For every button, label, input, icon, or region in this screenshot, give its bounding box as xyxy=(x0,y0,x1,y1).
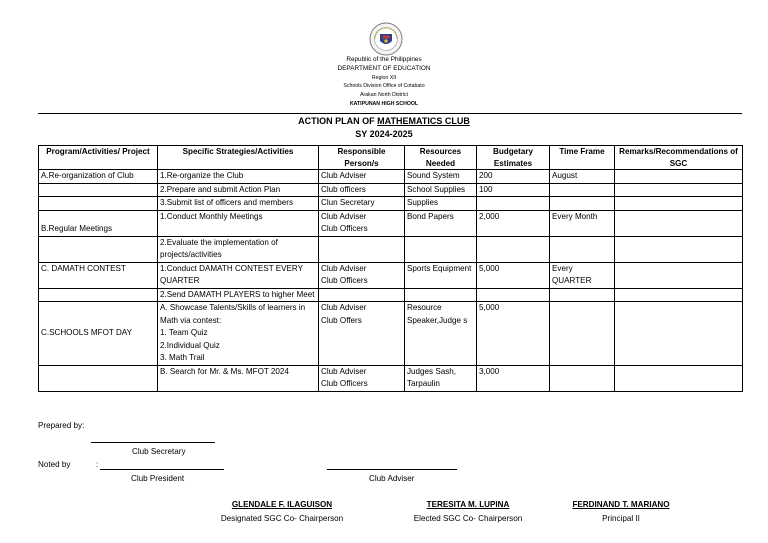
table-cell xyxy=(39,365,158,391)
column-header: Specific Strategies/Activities xyxy=(158,146,319,170)
table-cell: A.Re-organization of Club xyxy=(39,170,158,184)
table-cell: B. Search for Mr. & Ms. MFOT 2024 xyxy=(158,365,319,391)
document-title xyxy=(0,116,768,126)
table-cell xyxy=(615,288,743,302)
table-cell: Sound System xyxy=(405,170,477,184)
table-row xyxy=(39,236,743,262)
table-row xyxy=(39,288,743,302)
header-divider xyxy=(38,113,742,114)
table-row xyxy=(39,210,743,236)
table-cell: Resource Speaker,Judge s xyxy=(405,302,477,366)
table-cell: Club Adviser xyxy=(319,170,405,184)
header-division: Schools Division Office of Cotabato xyxy=(343,83,425,89)
table-cell: 100 xyxy=(477,183,550,197)
table-cell: School Supplies xyxy=(405,183,477,197)
table-cell: C.SCHOOLS MFOT DAY xyxy=(39,302,158,366)
table-cell: 5,000 xyxy=(477,302,550,366)
noted-by-colon: : xyxy=(96,460,99,469)
table-cell: 1.Conduct Monthly Meetings xyxy=(158,210,319,236)
signatory-position: Designated SGC Co- Chairperson xyxy=(220,514,344,523)
table-cell xyxy=(615,197,743,211)
table-cell xyxy=(39,236,158,262)
signatory-name: TERESITA M. LUPINA xyxy=(426,500,510,509)
table-cell xyxy=(319,236,405,262)
header-region: Region XII xyxy=(371,75,397,81)
noted-by-label: Noted by xyxy=(38,460,71,469)
president-signature-line xyxy=(100,469,224,470)
table-cell xyxy=(39,288,158,302)
table-header-row xyxy=(39,146,743,170)
table-cell xyxy=(615,236,743,262)
column-header: Resources Needed xyxy=(405,146,477,170)
table-cell: A. Showcase Talents/Skills of learners in Math via contest: 1. Team Quiz 2.Individual Quiz 3. Math Trail xyxy=(158,302,319,366)
column-header: Remarks/Recommendations of SGC xyxy=(615,146,743,170)
table-row xyxy=(39,170,743,184)
column-header: Program/Activities/ Project xyxy=(39,146,158,170)
table-cell xyxy=(477,236,550,262)
table-cell: Club Adviser Club Officers xyxy=(319,262,405,288)
header-department: DEPARTMENT OF EDUCATION xyxy=(337,65,431,72)
adviser-signature-line xyxy=(327,469,457,470)
title-club-name: MATHEMATICS CLUB xyxy=(377,116,470,126)
table-cell: Club Adviser Club Officers xyxy=(319,365,405,391)
table-cell xyxy=(550,302,615,366)
table-cell xyxy=(405,288,477,302)
table-cell xyxy=(477,288,550,302)
table-cell xyxy=(615,170,743,184)
signatory-name: FERDINAND T. MARIANO xyxy=(572,500,670,509)
adviser-role: Club Adviser xyxy=(369,474,415,483)
table-cell: 2.Evaluate the implementation of projects/activities xyxy=(158,236,319,262)
table-cell xyxy=(39,183,158,197)
table-cell xyxy=(615,365,743,391)
table-cell: Bond Papers xyxy=(405,210,477,236)
table-cell xyxy=(615,262,743,288)
table-cell: 3,000 xyxy=(477,365,550,391)
table-cell: Club Adviser Club Officers xyxy=(319,210,405,236)
deped-seal-icon xyxy=(369,22,403,56)
table-cell: 5,000 xyxy=(477,262,550,288)
table-cell xyxy=(319,288,405,302)
column-header: Responsible Person/s xyxy=(319,146,405,170)
table-row xyxy=(39,262,743,288)
table-cell xyxy=(550,288,615,302)
signatory-position: Elected SGC Co- Chairperson xyxy=(413,514,523,523)
table-cell xyxy=(550,236,615,262)
column-header: Budgetary Estimates xyxy=(477,146,550,170)
table-cell xyxy=(550,197,615,211)
title-prefix: ACTION PLAN OF xyxy=(298,116,378,126)
table-cell: August xyxy=(550,170,615,184)
table-cell: 3.Submit list of officers and members xyxy=(158,197,319,211)
table-cell: Judges Sash, Tarpaulin xyxy=(405,365,477,391)
table-cell: Every Month xyxy=(550,210,615,236)
header-republic: Republic of the Philippines xyxy=(346,56,422,63)
table-cell xyxy=(39,197,158,211)
table-row xyxy=(39,365,743,391)
secretary-role: Club Secretary xyxy=(132,447,186,456)
table-cell: Supplies xyxy=(405,197,477,211)
table-row xyxy=(39,197,743,211)
table-cell: Sports Equipment xyxy=(405,262,477,288)
table-cell: 1.Conduct DAMATH CONTEST EVERY QUARTER xyxy=(158,262,319,288)
table-cell xyxy=(550,365,615,391)
table-cell: 2,000 xyxy=(477,210,550,236)
action-plan-table xyxy=(38,145,743,392)
table-cell: Every QUARTER xyxy=(550,262,615,288)
table-cell: Club officers xyxy=(319,183,405,197)
table-cell: 1.Re-organize the Club xyxy=(158,170,319,184)
table-cell: C. DAMATH CONTEST xyxy=(39,262,158,288)
signatory-position: Principal II xyxy=(602,514,640,523)
table-row xyxy=(39,302,743,366)
header-school: KATIPUNAN HIGH SCHOOL xyxy=(349,101,419,107)
table-cell: 2.Prepare and submit Action Plan xyxy=(158,183,319,197)
secretary-signature-line xyxy=(91,442,215,443)
table-cell xyxy=(550,183,615,197)
table-row xyxy=(39,183,743,197)
column-header: Time Frame xyxy=(550,146,615,170)
table-cell: Club Adviser Club Offers xyxy=(319,302,405,366)
prepared-by-label: Prepared by: xyxy=(38,421,85,430)
table-cell: B.Regular Meetings xyxy=(39,210,158,236)
table-cell: 200 xyxy=(477,170,550,184)
table-cell xyxy=(405,236,477,262)
header-district: Arakan North District xyxy=(360,92,408,98)
table-cell xyxy=(477,197,550,211)
table-cell: Clun Secretary xyxy=(319,197,405,211)
table-cell xyxy=(615,183,743,197)
school-year: SY 2024-2025 xyxy=(355,129,413,139)
table-cell xyxy=(615,302,743,366)
table-cell xyxy=(615,210,743,236)
table-cell: 2.Send DAMATH PLAYERS to higher Meet xyxy=(158,288,319,302)
president-role: Club President xyxy=(131,474,185,483)
signatory-name: GLENDALE F. ILAGUISON xyxy=(231,500,333,509)
